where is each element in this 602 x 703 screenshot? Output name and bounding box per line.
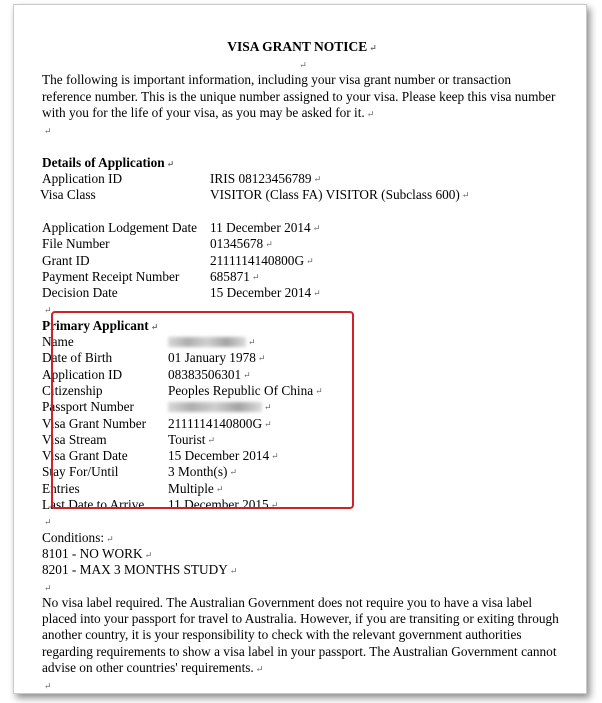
field-label: Application Lodgement Date [42,219,198,235]
paragraph-mark-icon: ↵ [264,418,272,429]
field-value: IRIS 08123456789 [210,171,312,187]
paragraph-mark-icon: ↵ [313,288,321,299]
paragraph-mark-icon: ↵ [44,517,52,528]
field-value: 01 January 1978 [168,350,256,366]
details-row-application-id [42,171,562,187]
paragraph-mark-icon: ↵ [366,108,375,119]
condition-item [42,546,562,562]
details-heading-text: Details of Application [42,154,165,170]
field-value: 3 Month(s) [168,464,228,480]
intro-paragraph [42,72,562,122]
paragraph-mark-icon: ↵ [312,222,321,233]
document-title [42,39,562,56]
paragraph-mark-icon: ↵ [315,385,323,396]
condition-item [42,562,562,578]
paragraph-mark-icon: ↵ [44,126,52,137]
condition-text: 8101 - NO WORK [42,545,143,561]
field-label: File Number [42,236,110,252]
field-value: 08383506301 [168,366,242,382]
paragraph-mark-icon: ↵ [229,467,238,478]
field-label: Payment Receipt Number [42,268,180,284]
visa-label-notice [42,595,562,677]
paragraph-mark-icon: ↵ [243,369,251,380]
document-page [13,4,587,694]
paragraph-mark-icon: ↵ [106,533,114,544]
paragraph-mark-icon: ↵ [369,43,377,53]
field-label: Citizenship [42,382,103,398]
field-value: 2111114140800G [210,252,305,268]
paragraph-mark-icon: ↵ [44,582,52,593]
paragraph-mark-icon: ↵ [144,549,153,560]
field-value: 01345678 [210,236,264,252]
intro-text: The following is important information, including your visa grant number or transaction reference number. This is the unique number assigned to your visa. Please keep this visa number with you for the life of your visa, as you may be asked for it. [42,72,556,120]
title-text: VISA GRANT NOTICE [227,39,368,54]
details-heading [42,155,562,171]
field-label: Name [42,334,74,350]
blank-line [42,138,562,154]
details-row-lodgement-date [42,220,562,236]
field-label: Visa Stream [42,431,107,447]
field-label: Last Date to Arrive [42,497,145,513]
field-value: 11 December 2015 [168,497,269,513]
paragraph-mark-icon: ↵ [44,305,52,316]
paragraph-mark-icon: ↵ [44,681,52,692]
paragraph-mark-icon: ↵ [271,451,279,462]
paragraph-mark-icon: ↵ [166,158,175,169]
paragraph-mark-icon: ↵ [150,321,159,332]
paragraph-mark-icon: ↵ [207,434,216,445]
paragraph-mark-icon: ↵ [306,255,314,266]
primary-applicant-highlight-box [51,311,354,509]
field-value: 15 December 2014 [210,285,312,301]
paragraph-mark-icon: ↵ [248,337,256,348]
field-label: Stay For/Until [42,464,119,480]
paragraph-mark-icon: ↵ [229,566,238,577]
blank-line [42,122,562,138]
paragraph-mark-icon: ↵ [215,483,224,494]
details-row-grant-id [42,253,562,269]
blank-line [42,677,562,693]
paragraph-mark-icon: ↵ [264,402,272,413]
details-row-file-number [42,236,562,252]
details-row-payment-receipt [42,269,562,285]
details-row-decision-date [42,285,562,301]
field-label: Entries [42,480,80,496]
paragraph-mark-icon: ↵ [251,271,260,282]
paragraph-mark-icon: ↵ [299,60,307,70]
field-label: Visa Class [40,187,96,203]
details-row-visa-class [40,187,562,203]
conditions-heading-text: Conditions: [42,529,105,545]
field-value: 15 December 2014 [168,448,270,464]
field-label: Grant ID [42,252,90,268]
field-value: VISITOR (Class FA) VISITOR (Subclass 600) [210,187,460,203]
paragraph-mark-icon: ↵ [257,353,266,364]
paragraph-mark-icon: ↵ [313,174,322,185]
conditions-heading [42,530,562,546]
field-label: Visa Grant Number [42,415,147,431]
blank-line [42,56,562,72]
blank-line [42,579,562,595]
field-label: Application ID [42,366,123,382]
paragraph-mark-icon: ↵ [270,500,279,511]
field-label: Visa Grant Date [42,448,128,464]
field-label: Application ID [42,171,123,187]
blank-line [42,513,562,529]
paragraph-mark-icon: ↵ [255,663,264,674]
condition-text: 8201 - MAX 3 MONTHS STUDY [42,562,228,578]
field-label: Decision Date [42,285,118,301]
field-label: Date of Birth [42,350,113,366]
paragraph-mark-icon: ↵ [265,239,273,250]
primary-heading-text: Primary Applicant [42,317,149,333]
field-value: Tourist [168,431,206,447]
field-value: 2111114140800G [168,415,263,431]
visa-label-notice-text: No visa label required. The Australian Government does not require you to have a visa label placed into your passport for travel to Australia. However, if you are transiting or exiting through another country, it is your responsibility to check with the relevant government authorities regarding requirements to show a visa label in your passport. The Australian Government cannot advise on other countries' requirements. [42,594,559,675]
field-value: Peoples Republic Of China [168,382,314,398]
paragraph-mark-icon: ↵ [461,190,470,201]
blank-line [42,204,562,220]
field-value: 11 December 2014 [210,219,311,235]
field-value: Multiple [168,480,214,496]
field-value: 685871 [210,268,250,284]
field-label: Passport Number [42,399,134,415]
